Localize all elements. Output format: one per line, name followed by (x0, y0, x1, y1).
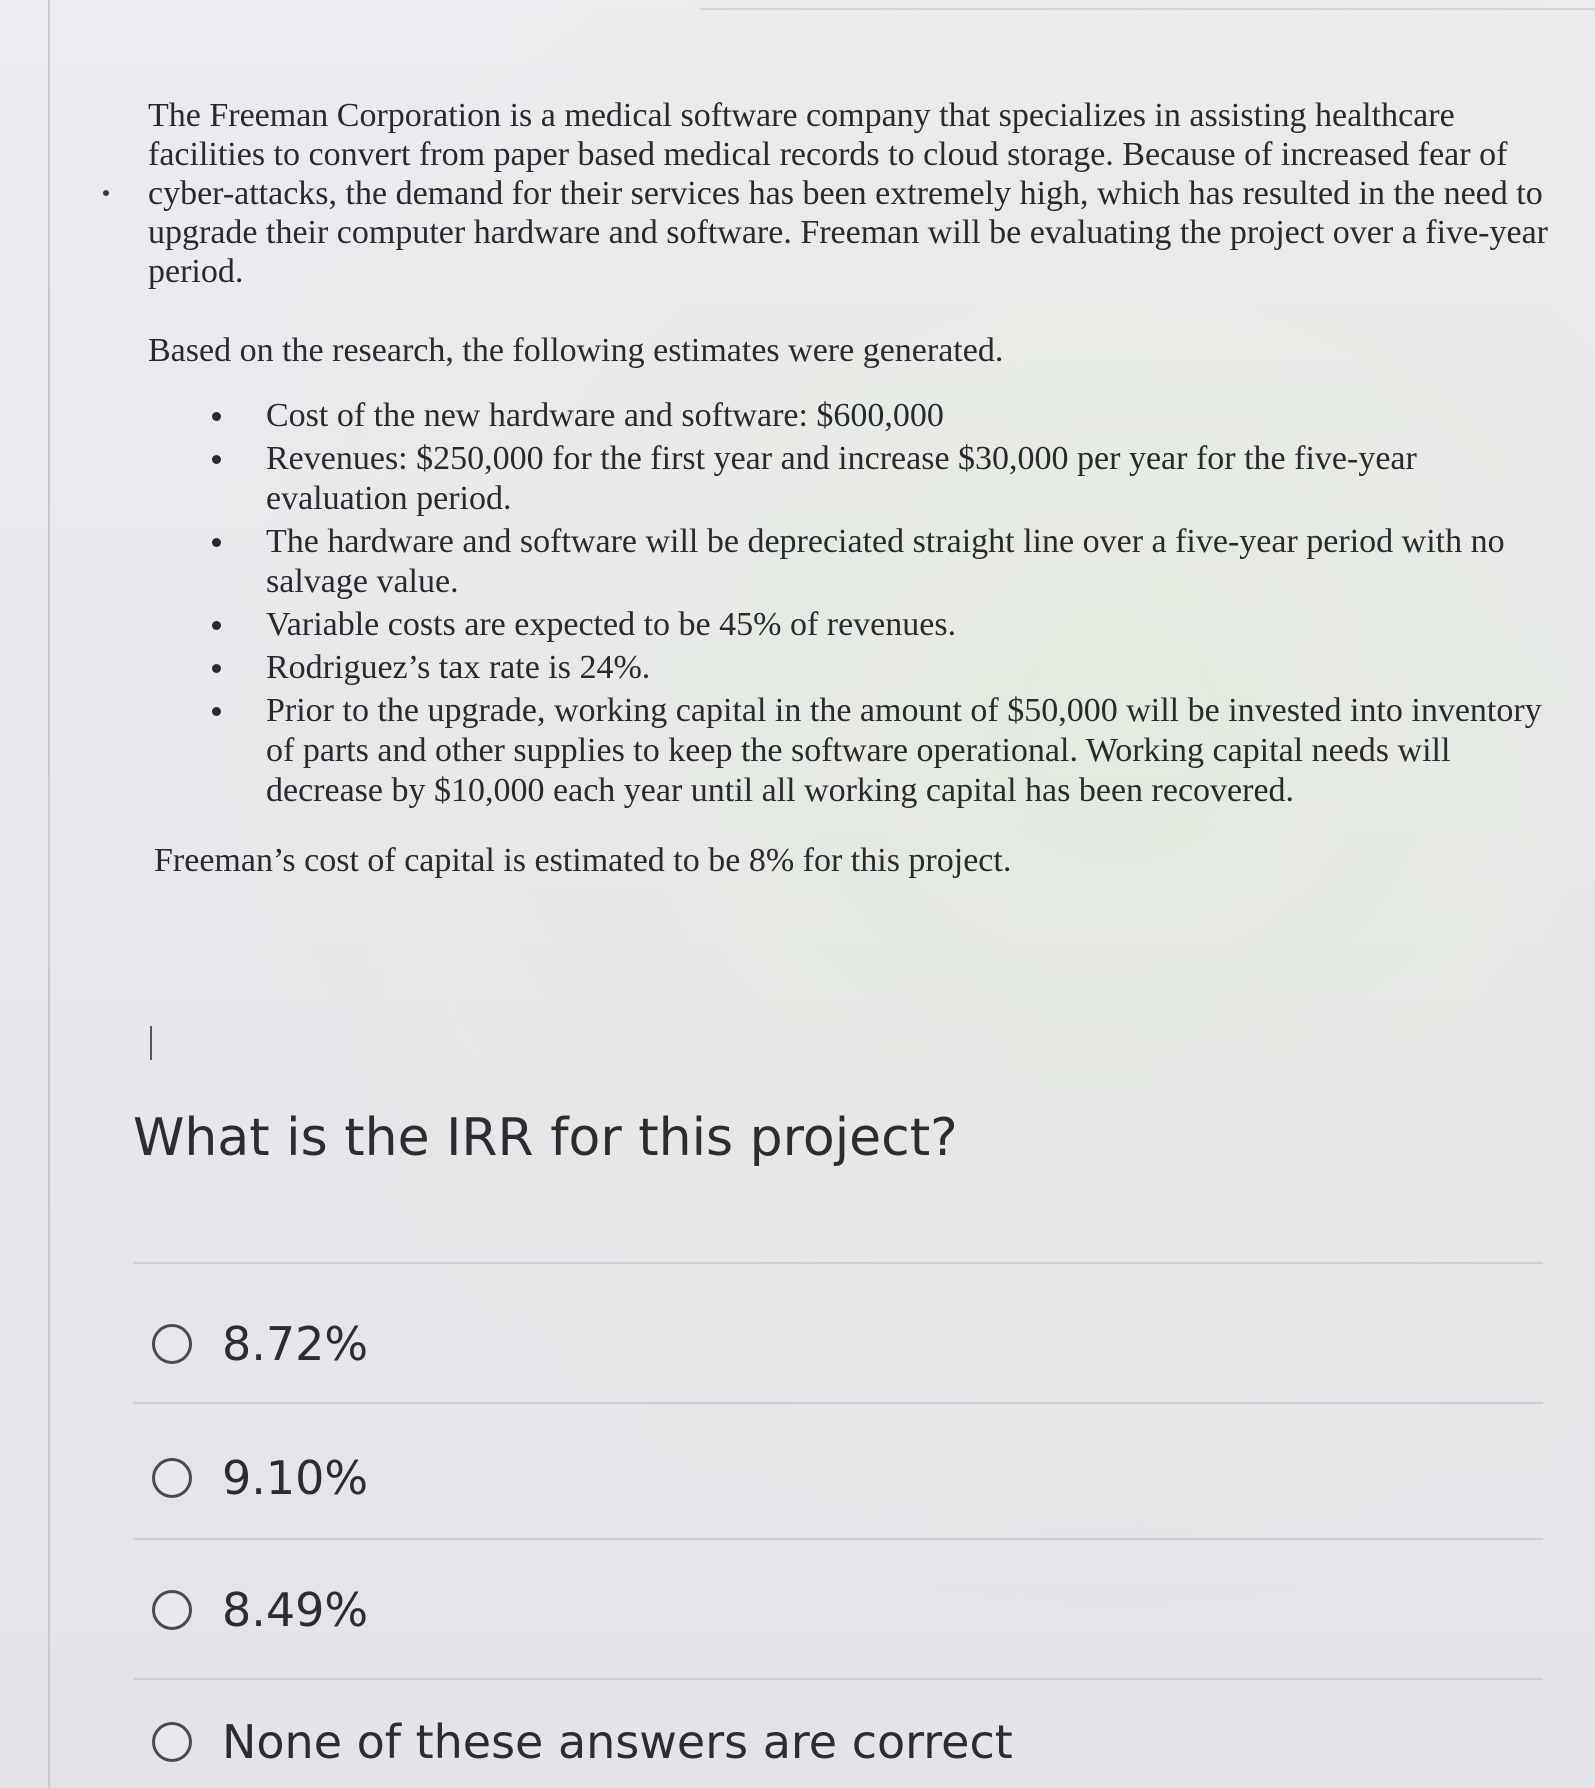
option-divider (133, 1262, 1543, 1264)
list-item (266, 522, 1556, 602)
bullet-icon (212, 455, 221, 464)
question-text (148, 96, 1568, 880)
list-item-text: The hardware and software will be depreciated straight line over a five-year period with no salvage value. (266, 523, 1505, 600)
bullet-icon (212, 621, 221, 630)
text-cursor (150, 1026, 152, 1060)
list-item-text: Revenues: $250,000 for the first year and increase $30,000 per year for the five-year evaluation period. (266, 440, 1417, 517)
answer-option-1[interactable] (152, 1318, 368, 1370)
radio-button[interactable] (152, 1458, 192, 1498)
radio-button[interactable] (152, 1722, 192, 1762)
top-border (700, 8, 1595, 10)
list-item (266, 396, 1556, 436)
list-item (266, 691, 1556, 811)
answer-option-4[interactable] (152, 1716, 1013, 1768)
list-item (266, 605, 1556, 645)
question-prompt: What is the IRR for this project? (133, 1108, 958, 1168)
answer-option-3[interactable] (152, 1584, 368, 1636)
option-divider (133, 1402, 1543, 1404)
estimates-list (148, 396, 1556, 811)
left-border (48, 0, 50, 1788)
list-item-text: Rodriguez’s tax rate is 24%. (266, 649, 651, 686)
option-divider (133, 1678, 1543, 1680)
question-intro: The Freeman Corporation is a medical software company that specializes in assisting healthcare facilities to convert from paper based medical records to cloud storage. Because of increased fear of cyber-attacks, the demand for their services has been extremely high, which has resulted in the need to upgrade their computer hardware and software. Freeman will be evaluating the project over a five-year period. (148, 97, 1548, 290)
answer-option-2[interactable] (152, 1452, 368, 1504)
option-label: 8.49% (222, 1583, 369, 1637)
margin-mark (103, 190, 109, 196)
bullet-icon (212, 412, 221, 421)
option-label: 8.72% (222, 1317, 369, 1371)
option-divider (133, 1538, 1543, 1540)
bullet-icon (212, 707, 221, 716)
cost-of-capital-text: Freeman’s cost of capital is estimated to be 8% for this project. (154, 842, 1012, 879)
radio-button[interactable] (152, 1324, 192, 1364)
bullet-icon (212, 664, 221, 673)
list-item-text: Prior to the upgrade, working capital in the amount of $50,000 will be invested into inventory of parts and other supplies to keep the software operational. Working capital needs will decrease by $10,000 each year until all working capital has been recovered. (266, 692, 1542, 809)
list-item-text: Variable costs are expected to be 45% of revenues. (266, 606, 957, 643)
list-item (266, 648, 1556, 688)
option-label: 9.10% (222, 1451, 369, 1505)
list-item-text: Cost of the new hardware and software: $600,000 (266, 397, 944, 434)
estimates-lead: Based on the research, the following estimates were generated. (148, 332, 1004, 369)
radio-button[interactable] (152, 1590, 192, 1630)
bullet-icon (212, 538, 221, 547)
list-item (266, 439, 1556, 519)
option-label: None of these answers are correct (222, 1715, 1013, 1769)
